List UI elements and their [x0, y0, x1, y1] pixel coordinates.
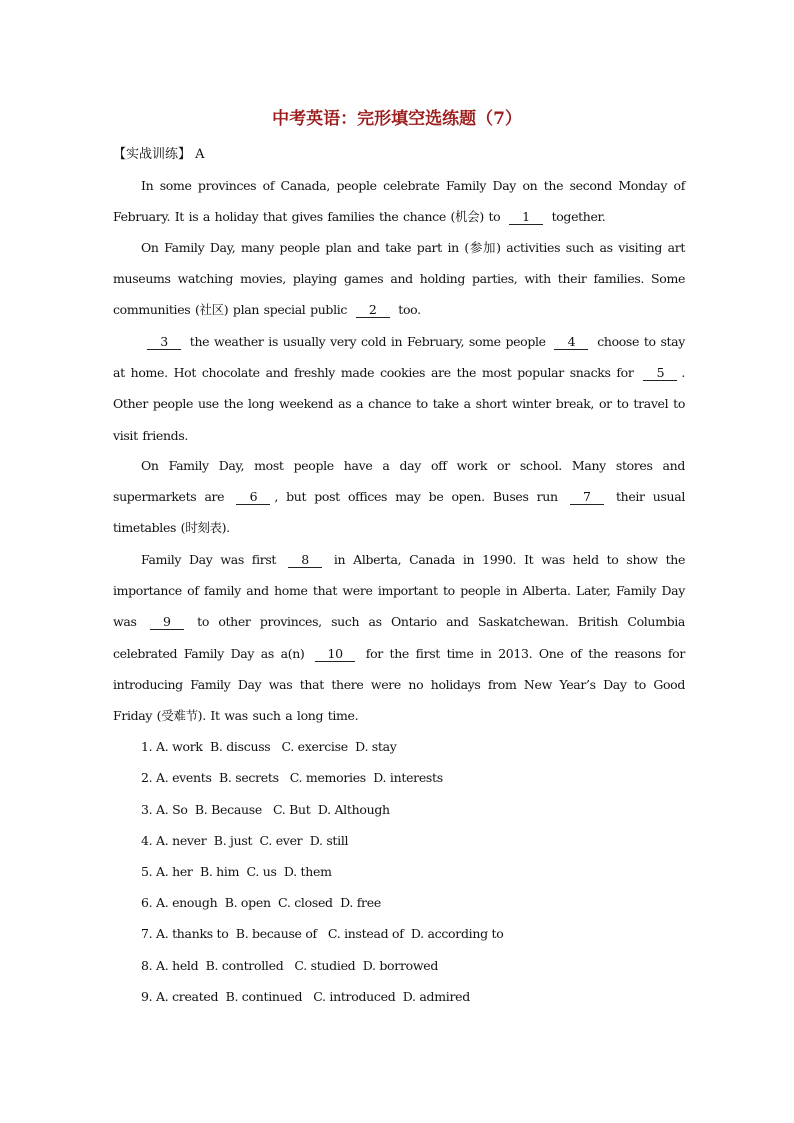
blank-4: 4 — [554, 334, 588, 350]
paragraph-2: On Family Day, many people plan and take part in (参加) activities such as visiting art museums watching movies, playing games and holding parties, with their families. Some communities (社区) plan special public 2 too. — [113, 240, 685, 318]
page-title: 中考英语：完形填空选练题（7） — [272, 109, 522, 129]
blank-6: 6 — [236, 489, 270, 505]
option-line-2: 2. A. events B. secrets C. memories D. interests — [141, 770, 443, 785]
blank-8: 8 — [288, 552, 322, 568]
option-line-6: 6. A. enough B. open C. closed D. free — [141, 895, 381, 910]
paragraph-3: 3 the weather is usually very cold in February, some people 4 choose to stay at home. Hot chocolate and freshly made cookies are the most popular snacks for 5 . Other people use the long weekend as a chance to take a short winter break, or to travel to visit friends. — [113, 334, 685, 443]
section-label: 【实战训练】 A — [113, 147, 205, 162]
option-line-1: 1. A. work B. discuss C. exercise D. stay — [141, 739, 397, 754]
blank-9: 9 — [150, 614, 184, 630]
blank-7: 7 — [570, 489, 604, 505]
blank-2: 2 — [356, 302, 390, 318]
option-line-9: 9. A. created B. continued C. introduced D. admired — [141, 989, 470, 1004]
paragraph-5: Family Day was first 8 in Alberta, Canada in 1990. It was held to show the importance of family and home that were important to people in Alberta. Later, Family Day was 9 to other provinces, such as Ontario and Saskatchewan. British Columbia celebrated Family Day as a(n) 10 for the first time in 2013. One of the reasons for introducing Family Day was that there were no holidays from New Year’s Day to Good Friday (受难节). It was such a long time. — [113, 552, 685, 724]
option-line-7: 7. A. thanks to B. because of C. instead of D. according to — [141, 926, 504, 941]
option-line-5: 5. A. her B. him C. us D. them — [141, 864, 332, 879]
option-line-8: 8. A. held B. controlled C. studied D. borrowed — [141, 958, 439, 973]
paragraph-1: In some provinces of Canada, people celebrate Family Day on the second Monday of February. It is a holiday that gives families the chance (机会) to 1 together. — [113, 178, 685, 225]
option-line-4: 4. A. never B. just C. ever D. still — [141, 833, 349, 848]
blank-1: 1 — [509, 209, 543, 225]
blank-5: 5 — [643, 365, 677, 381]
paragraph-4: On Family Day, most people have a day off work or school. Many stores and supermarkets are 6 , but post offices may be open. Buses run 7 their usual timetables (时刻表). — [113, 458, 685, 536]
blank-10: 10 — [315, 646, 355, 662]
option-line-3: 3. A. So B. Because C. But D. Although — [141, 802, 390, 817]
blank-3: 3 — [147, 334, 181, 350]
